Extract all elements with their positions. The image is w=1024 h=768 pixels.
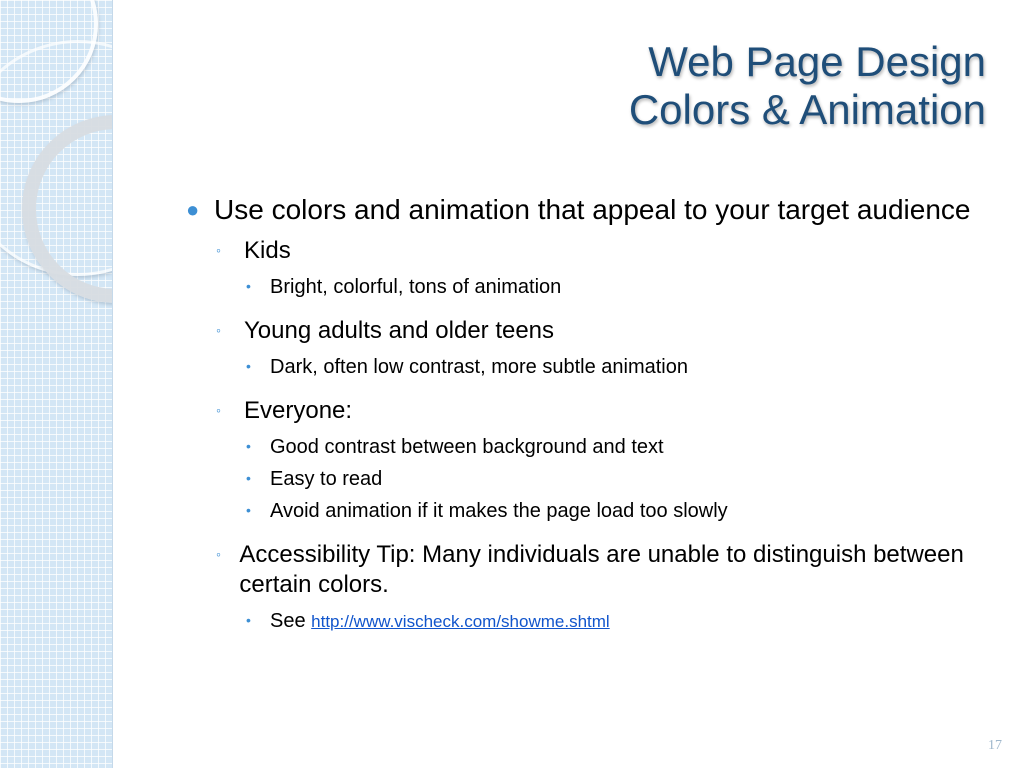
- list-item: [216, 396, 976, 426]
- everyone-label: Everyone:: [244, 397, 353, 424]
- hollow-circle-bullet-icon: ◦: [216, 546, 221, 562]
- kids-group: [186, 236, 976, 302]
- accessibility-group: [186, 540, 976, 637]
- slide-title: [629, 38, 986, 134]
- young-adults-group: [186, 316, 976, 382]
- list-item: [242, 606, 976, 637]
- hollow-circle-bullet-icon: ◦: [216, 322, 221, 338]
- small-dot-bullet-icon: •: [246, 612, 251, 628]
- kids-label: Kids: [244, 237, 291, 264]
- page-number: 17: [988, 738, 1002, 753]
- young-adults-label: Young adults and older teens: [244, 317, 555, 344]
- list-item: [242, 464, 976, 494]
- list-item: [216, 316, 976, 346]
- list-item: [216, 236, 976, 266]
- slide-content: [186, 194, 976, 651]
- hollow-circle-bullet-icon: ◦: [216, 242, 221, 258]
- small-dot-bullet-icon: •: [246, 502, 251, 518]
- list-item: [242, 432, 976, 462]
- everyone-group: [186, 396, 976, 526]
- small-dot-bullet-icon: •: [246, 278, 251, 294]
- main-bullet-text: Use colors and animation that appeal to your target audience: [214, 194, 971, 225]
- young-adults-detail: Dark, often low contrast, more subtle animation: [270, 356, 688, 378]
- kids-detail: Bright, colorful, tons of animation: [270, 276, 562, 298]
- decorative-sidebar: [0, 0, 113, 768]
- small-dot-bullet-icon: •: [246, 438, 251, 454]
- everyone-detail-3: Avoid animation if it makes the page load too slowly: [270, 500, 728, 522]
- everyone-detail-1: Good contrast between background and text: [270, 436, 664, 458]
- title-line-1: Web Page Design: [648, 38, 986, 85]
- filled-circle-bullet-icon: ●: [186, 197, 200, 222]
- list-item: [216, 540, 976, 600]
- list-item: [242, 496, 976, 526]
- everyone-detail-2: Easy to read: [270, 468, 383, 490]
- small-dot-bullet-icon: •: [246, 470, 251, 486]
- main-bullet-item: [186, 194, 976, 226]
- list-item: [242, 272, 976, 302]
- hollow-circle-bullet-icon: ◦: [216, 402, 221, 418]
- see-prefix: See: [270, 610, 306, 632]
- title-line-2: Colors & Animation: [628, 86, 986, 133]
- small-dot-bullet-icon: •: [246, 358, 251, 374]
- accessibility-tip: Accessibility Tip: Many individuals are unable to distinguish between certain colors.: [239, 541, 964, 598]
- list-item: [242, 352, 976, 382]
- vischeck-link[interactable]: http://www.vischeck.com/showme.shtml: [311, 612, 610, 631]
